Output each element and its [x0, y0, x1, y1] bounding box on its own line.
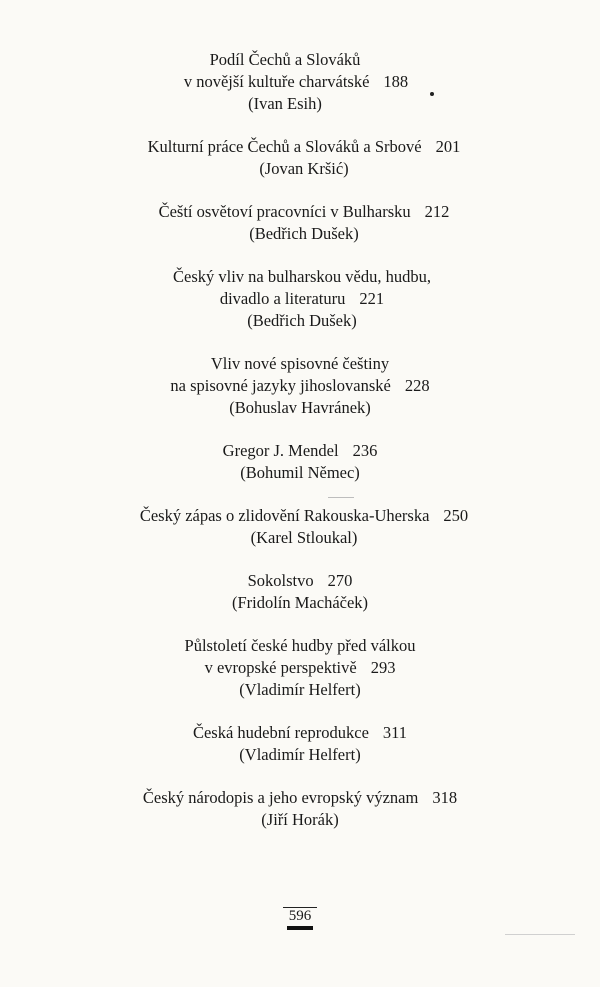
entry-title-line: Český vliv na bulharskou vědu, hudbu,	[172, 267, 431, 286]
entry-title-line: Vliv nové spisovné češtiny	[210, 354, 390, 373]
entry-title-text: v novější kultuře charvátské	[183, 72, 370, 91]
entry-title-text: Česká hudební reprodukce	[192, 723, 369, 742]
toc-entry	[0, 136, 600, 180]
entry-title-text: Český zápas o zlidovění Rakouska-Uherska	[139, 506, 430, 525]
toc-entry	[0, 440, 600, 484]
toc-entry	[0, 201, 600, 245]
toc-entry	[0, 353, 600, 419]
entry-title-text: Kulturní práce Čechů a Slováků a Srbové	[147, 137, 422, 156]
entry-title-line	[0, 570, 600, 592]
toc-entry	[0, 570, 600, 614]
toc-entry	[0, 49, 600, 115]
entry-title-line	[0, 505, 600, 527]
entry-title-text: Čeští osvětoví pracovníci v Bulharsku	[158, 202, 411, 221]
page-number: 596	[283, 907, 318, 925]
entry-author: (Vladimír Helfert)	[239, 680, 361, 699]
scan-mark	[505, 934, 575, 935]
entry-title-text: Český národopis a jeho evropský význam	[142, 788, 419, 807]
entry-page-number: 270	[327, 571, 353, 590]
entry-title-line	[0, 722, 600, 744]
entry-title-line	[0, 201, 600, 223]
entry-title-text: divadlo a literaturu	[219, 289, 346, 308]
entry-page-number: 318	[432, 788, 458, 807]
entry-author: (Ivan Esih)	[248, 94, 322, 113]
toc-entry	[0, 505, 600, 549]
entry-author: (Jiří Horák)	[261, 810, 339, 829]
entry-page-number: 311	[382, 723, 408, 742]
entry-title-line	[0, 657, 600, 679]
entry-title-line	[0, 71, 600, 93]
entry-title-text: v evropské perspektivě	[204, 658, 357, 677]
entry-title-line	[0, 440, 600, 462]
entry-author: (Jovan Kršić)	[259, 159, 349, 178]
entry-author: (Bedřich Dušek)	[247, 311, 357, 330]
entry-page-number: 221	[359, 289, 385, 308]
entry-page-number: 293	[370, 658, 396, 677]
entry-title-line	[0, 787, 600, 809]
page-footer	[0, 907, 600, 930]
entry-title-text: Sokolstvo	[247, 571, 314, 590]
toc-entry	[0, 266, 600, 332]
entry-title-text: na spisovné jazyky jihoslovanské	[170, 376, 391, 395]
table-of-contents	[0, 49, 600, 831]
toc-entry	[0, 635, 600, 701]
entry-title-line: Podíl Čechů a Slováků	[209, 50, 361, 69]
entry-page-number: 228	[404, 376, 430, 395]
entry-page-number: 188	[383, 72, 409, 91]
entry-title-line	[0, 288, 600, 310]
entry-page-number: 236	[352, 441, 378, 460]
entry-author: (Bedřich Dušek)	[249, 224, 359, 243]
entry-title-line	[0, 375, 600, 397]
entry-title-text: Gregor J. Mendel	[222, 441, 339, 460]
entry-author: (Fridolín Macháček)	[231, 593, 369, 612]
toc-entry	[0, 787, 600, 831]
entry-author: (Bohuslav Havránek)	[229, 398, 371, 417]
entry-page-number: 201	[435, 137, 461, 156]
page-number-bar	[287, 926, 313, 930]
entry-page-number: 212	[424, 202, 450, 221]
entry-page-number: 250	[443, 506, 469, 525]
entry-author: (Karel Stloukal)	[250, 528, 358, 547]
entry-title-line: Půlstoletí české hudby před válkou	[184, 636, 416, 655]
entry-author: (Bohumil Němec)	[240, 463, 360, 482]
toc-entry	[0, 722, 600, 766]
entry-author: (Vladimír Helfert)	[239, 745, 361, 764]
entry-title-line	[0, 136, 600, 158]
